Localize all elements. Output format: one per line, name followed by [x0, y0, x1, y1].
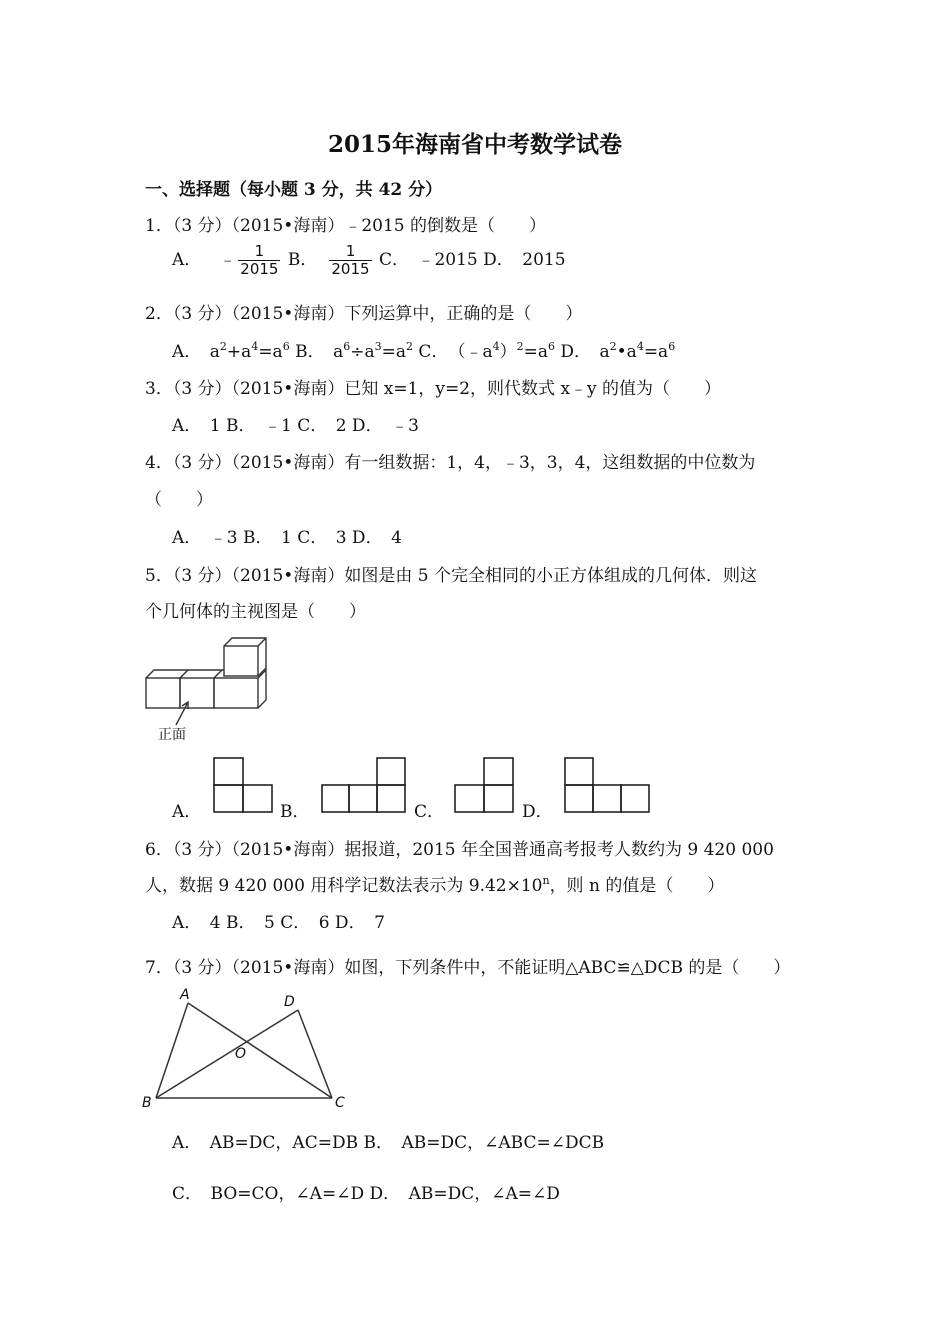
q2-text: ÷a: [350, 342, 375, 362]
segment-dc: [298, 1010, 332, 1098]
question-1-options: [172, 243, 566, 278]
q5-option-a-figure: [212, 756, 274, 814]
point-a-label: A: [180, 987, 190, 1003]
front-view-label: 正面: [158, 727, 186, 743]
q2-text: =a: [643, 342, 669, 362]
q5-option-c-figure: [453, 756, 515, 814]
q2-opt-c: C． （﹣a: [413, 342, 493, 362]
q2-text: ）: [499, 342, 517, 362]
q2-exp: 4: [251, 340, 259, 353]
cube-solid-figure: [140, 630, 280, 745]
question-5-stem-line2: 个几何体的主视图是（ ）: [145, 602, 366, 622]
q2-exp: 3: [374, 340, 382, 353]
q2-exp: 2: [406, 340, 414, 353]
q1-fraction-a-num: 1: [238, 243, 280, 261]
q6-exponent: n: [542, 874, 550, 887]
q5-option-d-label: D．: [522, 802, 553, 822]
q6-stem-text-a: 人，数据 9 420 000 用科学记数法表示为 9.42×10: [145, 876, 543, 896]
q2-opt-b: B． a: [289, 342, 344, 362]
q1-fraction-b-den: 2015: [331, 260, 370, 278]
question-4-stem-line1: 4．（3 分）（2015•海南）有一组数据：1，4，﹣3，3，4，这组数据的中位数为: [145, 453, 756, 473]
q2-exp: 4: [636, 340, 644, 353]
q2-text: =a: [258, 342, 283, 362]
q2-text: •a: [616, 342, 637, 362]
question-1-stem: 1．（3 分）（2015•海南）﹣2015 的倒数是（ ）: [145, 216, 546, 236]
q2-exp: 2: [609, 340, 617, 353]
question-7-options-cd: C． BO=CO，∠A=∠D D． AB=DC，∠A=∠D: [172, 1184, 560, 1204]
point-c-label: C: [335, 1095, 345, 1111]
q1-fraction-b: [329, 243, 371, 278]
q5-option-d-figure: [563, 756, 653, 814]
q1-fraction-b-num: 1: [329, 243, 371, 261]
point-o-label: O: [235, 1046, 247, 1062]
question-3-options: A． 1 B． ﹣1 C． 2 D． ﹣3: [172, 416, 419, 436]
question-2-stem: 2．（3 分）（2015•海南）下列运算中，正确的是（ ）: [145, 304, 583, 324]
q2-opt-a: A． a: [172, 342, 220, 362]
q5-option-c-label: C．: [414, 802, 445, 822]
point-d-label: D: [284, 994, 295, 1010]
question-2-options: [172, 337, 675, 362]
point-b-label: B: [142, 1095, 152, 1111]
q1-fraction-a: [238, 243, 280, 278]
question-5-stem-line1: 5．（3 分）（2015•海南）如图是由 5 个完全相同的小正方体组成的几何体．则这: [145, 566, 757, 586]
q2-exp: 2: [516, 340, 524, 353]
q2-text: =a: [381, 342, 407, 362]
q2-opt-d: D． a: [554, 342, 610, 362]
q1-options-cd: C． ﹣2015 D． 2015: [378, 250, 566, 270]
q5-option-a-label: A．: [172, 802, 202, 822]
page-title: 2015年海南省中考数学试卷: [327, 131, 622, 158]
q2-exp: 2: [219, 340, 227, 353]
q2-exp: 6: [343, 340, 351, 353]
segment-ac: [188, 1003, 332, 1098]
q2-text: +a: [226, 342, 252, 362]
segment-db: [156, 1010, 298, 1098]
question-6-options: A． 4 B． 5 C． 6 D． 7: [172, 913, 385, 933]
q2-exp: 6: [668, 340, 676, 353]
segment-ab: [156, 1003, 188, 1098]
question-3-stem: 3．（3 分）（2015•海南）已知 x=1，y=2，则代数式 x﹣y 的值为（ ）: [145, 379, 722, 399]
q1-sign-a: ﹣: [219, 250, 237, 270]
question-7-options-ab: A． AB=DC，AC=DB B． AB=DC，∠ABC=∠DCB: [172, 1133, 605, 1153]
q1-label-a: A．: [172, 250, 202, 270]
q1-fraction-a-den: 2015: [240, 260, 279, 278]
question-6-stem-line2: [145, 871, 724, 896]
q5-option-b-label: B．: [280, 802, 310, 822]
triangle-figure: [140, 985, 360, 1113]
question-6-stem-line1: 6．（3 分）（2015•海南）据报道，2015 年全国普通高考报考人数约为 9 420 000: [145, 840, 774, 860]
section-heading: 一、选择题（每小题 3 分，共 42 分）: [145, 180, 443, 200]
q2-exp: 6: [547, 340, 555, 353]
q2-exp: 4: [492, 340, 500, 353]
q2-text: =a: [523, 342, 548, 362]
question-4-stem-line2: （ ）: [145, 490, 213, 510]
question-7-stem: 7．（3 分）（2015•海南）如图，下列条件中，不能证明△ABC≌△DCB 的是（ ）: [145, 958, 791, 978]
q1-label-b: B．: [287, 250, 318, 270]
q6-stem-text-b: ，则 n 的值是（ ）: [549, 876, 725, 896]
question-4-options: A． ﹣3 B． 1 C． 3 D． 4: [172, 528, 402, 548]
q2-exp: 6: [282, 340, 290, 353]
q5-option-b-figure: [320, 756, 410, 814]
